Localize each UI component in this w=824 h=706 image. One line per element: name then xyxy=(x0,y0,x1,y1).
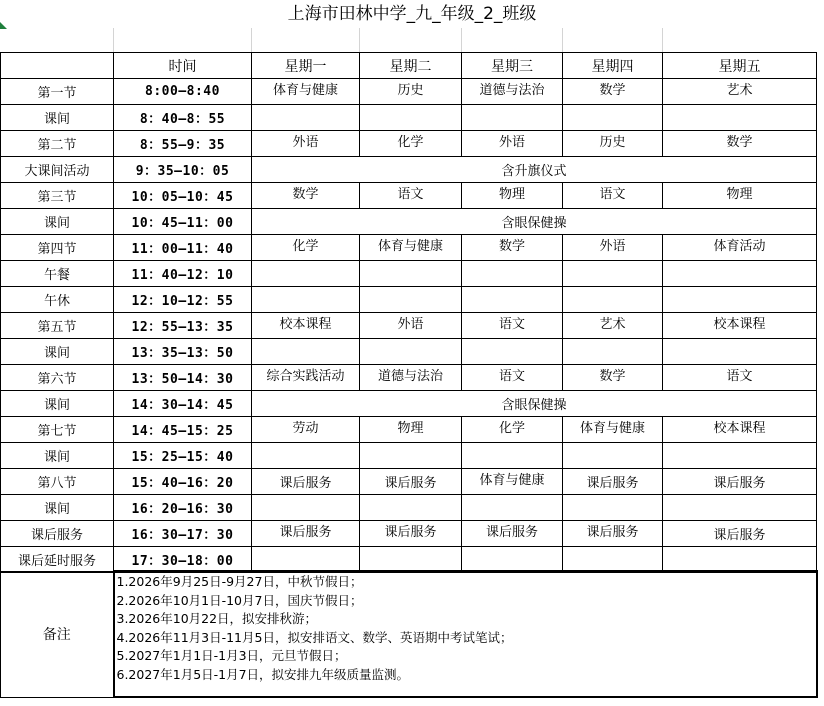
subject-cell[interactable] xyxy=(563,287,663,313)
schedule-row xyxy=(1,105,817,131)
period-name-cell[interactable]: 课后服务 xyxy=(1,521,114,547)
period-name-cell[interactable]: 第四节 xyxy=(1,235,114,261)
subject-cell[interactable]: 体育与健康 xyxy=(462,469,563,495)
subject-cell[interactable] xyxy=(252,339,360,365)
grid-line xyxy=(359,28,360,52)
subject-cell[interactable] xyxy=(563,495,663,521)
subject-cell[interactable]: 艺术 xyxy=(563,313,663,339)
subject-cell[interactable]: 数学 xyxy=(462,235,563,261)
period-time-cell[interactable]: 16：20—16：30 xyxy=(114,495,252,521)
subject-cell[interactable]: 外语 xyxy=(360,313,462,339)
schedule-row xyxy=(1,313,817,339)
subject-cell[interactable]: 校本课程 xyxy=(252,313,360,339)
period-name-cell[interactable]: 午休 xyxy=(1,287,114,313)
note-line: 4.2026年11月3日-11月5日，拟安排语文、数学、英语期中考试笔试； xyxy=(116,629,513,645)
subject-cell[interactable]: 校本课程 xyxy=(663,417,817,443)
notes-content[interactable] xyxy=(114,571,817,697)
grid-line xyxy=(562,28,563,52)
subject-cell[interactable] xyxy=(563,443,663,469)
period-time-cell[interactable]: 14：30—14：45 xyxy=(114,391,252,417)
subject-cell[interactable] xyxy=(663,105,817,131)
subject-cell[interactable] xyxy=(360,495,462,521)
subject-cell[interactable] xyxy=(360,547,462,573)
subject-cell[interactable]: 课后服务 xyxy=(252,469,360,495)
period-time-cell[interactable]: 15：25—15：40 xyxy=(114,443,252,469)
subject-cell[interactable]: 数学 xyxy=(563,365,663,391)
subject-cell[interactable]: 体育与健康 xyxy=(252,79,360,105)
grid-line xyxy=(461,28,462,52)
schedule-row xyxy=(1,261,817,287)
subject-cell[interactable]: 物理 xyxy=(462,183,563,209)
period-name-cell[interactable]: 第二节 xyxy=(1,131,114,157)
merged-activity-cell[interactable]: 含眼保健操 xyxy=(252,209,817,235)
header-corner-cell[interactable] xyxy=(1,53,114,79)
period-name-cell[interactable]: 课间 xyxy=(1,105,114,131)
subject-cell[interactable]: 综合实践活动 xyxy=(252,365,360,391)
subject-cell[interactable]: 物理 xyxy=(360,417,462,443)
period-time-cell[interactable]: 13：50—14：30 xyxy=(114,365,252,391)
period-time-cell[interactable]: 17：30—18：00 xyxy=(114,547,252,573)
period-time-cell[interactable]: 8:00—8:40 xyxy=(114,79,252,105)
period-name-cell[interactable]: 第七节 xyxy=(1,417,114,443)
period-name-cell[interactable]: 课后延时服务 xyxy=(1,547,114,573)
period-name-cell[interactable]: 第三节 xyxy=(1,183,114,209)
header-day[interactable]: 星期三 xyxy=(462,53,563,79)
subject-cell[interactable] xyxy=(663,287,817,313)
subject-cell[interactable]: 化学 xyxy=(462,417,563,443)
schedule-row xyxy=(1,157,817,183)
subject-cell[interactable] xyxy=(663,261,817,287)
subject-cell[interactable] xyxy=(563,261,663,287)
subject-cell[interactable]: 语文 xyxy=(462,313,563,339)
subject-cell[interactable]: 课后服务 xyxy=(563,469,663,495)
subject-cell[interactable]: 数学 xyxy=(663,131,817,157)
subject-cell[interactable]: 历史 xyxy=(563,131,663,157)
header-time[interactable]: 时间 xyxy=(114,53,252,79)
schedule-row xyxy=(1,131,817,157)
schedule-row xyxy=(1,417,817,443)
subject-cell[interactable] xyxy=(360,443,462,469)
subject-cell[interactable] xyxy=(360,105,462,131)
subject-cell[interactable] xyxy=(462,547,563,573)
subject-cell[interactable]: 化学 xyxy=(360,131,462,157)
subject-cell[interactable]: 艺术 xyxy=(663,79,817,105)
schedule-row xyxy=(1,79,817,105)
subject-cell[interactable]: 课后服务 xyxy=(360,521,462,547)
period-time-cell[interactable]: 10：05—10：45 xyxy=(114,183,252,209)
merged-activity-cell[interactable]: 含升旗仪式 xyxy=(252,157,817,183)
grid-line xyxy=(251,28,252,52)
schedule-row xyxy=(1,495,817,521)
subject-cell[interactable] xyxy=(252,105,360,131)
note-line: 6.2027年1月5日-1月7日，拟安排九年级质量监测。 xyxy=(116,666,410,682)
subject-cell[interactable] xyxy=(462,105,563,131)
period-time-cell[interactable]: 12：10—12：55 xyxy=(114,287,252,313)
subject-cell[interactable] xyxy=(360,287,462,313)
schedule-row xyxy=(1,443,817,469)
period-time-cell[interactable]: 10：45—11：00 xyxy=(114,209,252,235)
note-line: 5.2027年1月1日-1月3日，元旦节假日； xyxy=(116,648,347,664)
subject-cell[interactable]: 体育与健康 xyxy=(360,235,462,261)
header-day[interactable]: 星期四 xyxy=(563,53,663,79)
header-day[interactable]: 星期五 xyxy=(663,53,817,79)
subject-cell[interactable]: 体育与健康 xyxy=(563,417,663,443)
schedule-row xyxy=(1,183,817,209)
spreadsheet-empty-row xyxy=(0,28,816,52)
subject-cell[interactable]: 语文 xyxy=(462,365,563,391)
notes-table xyxy=(0,570,818,698)
subject-cell[interactable] xyxy=(462,339,563,365)
subject-cell[interactable]: 课后服务 xyxy=(663,521,817,547)
subject-cell[interactable]: 外语 xyxy=(252,131,360,157)
grid-line xyxy=(113,28,114,52)
subject-cell[interactable] xyxy=(462,287,563,313)
page-title: 上海市田林中学_九_年级_2_班级 xyxy=(287,4,537,24)
schedule-row xyxy=(1,287,817,313)
subject-cell[interactable] xyxy=(252,547,360,573)
schedule-row xyxy=(1,521,817,547)
period-name-cell[interactable]: 第一节 xyxy=(1,79,114,105)
schedule-row xyxy=(1,391,817,417)
subject-cell[interactable]: 道德与法治 xyxy=(360,365,462,391)
subject-cell[interactable]: 课后服务 xyxy=(563,521,663,547)
period-time-cell[interactable]: 8：55—9：35 xyxy=(114,131,252,157)
schedule-row xyxy=(1,547,817,573)
subject-cell[interactable] xyxy=(663,339,817,365)
subject-cell[interactable]: 数学 xyxy=(563,79,663,105)
subject-cell[interactable]: 课后服务 xyxy=(360,469,462,495)
notes-label[interactable]: 备注 xyxy=(1,571,114,697)
subject-cell[interactable] xyxy=(360,261,462,287)
schedule-row xyxy=(1,339,817,365)
period-time-cell[interactable]: 9：35—10：05 xyxy=(114,157,252,183)
subject-cell[interactable] xyxy=(663,443,817,469)
period-name-cell[interactable]: 午餐 xyxy=(1,261,114,287)
header-day[interactable]: 星期二 xyxy=(360,53,462,79)
subject-cell[interactable]: 语文 xyxy=(563,183,663,209)
subject-cell[interactable] xyxy=(563,547,663,573)
subject-cell[interactable] xyxy=(462,495,563,521)
subject-cell[interactable] xyxy=(563,105,663,131)
period-name-cell[interactable]: 第八节 xyxy=(1,469,114,495)
period-name-cell[interactable]: 课间 xyxy=(1,443,114,469)
subject-cell[interactable] xyxy=(252,495,360,521)
schedule-row xyxy=(1,365,817,391)
subject-cell[interactable] xyxy=(462,261,563,287)
period-time-cell[interactable]: 16：30—17：30 xyxy=(114,521,252,547)
subject-cell[interactable]: 历史 xyxy=(360,79,462,105)
subject-cell[interactable] xyxy=(563,339,663,365)
period-name-cell[interactable]: 课间 xyxy=(1,495,114,521)
subject-cell[interactable]: 课后服务 xyxy=(462,521,563,547)
note-line: 1.2026年9月25日-9月27日，中秋节假日； xyxy=(116,574,363,589)
subject-cell[interactable]: 课后服务 xyxy=(252,521,360,547)
period-time-cell[interactable]: 11：00—11：40 xyxy=(114,235,252,261)
subject-cell[interactable] xyxy=(462,443,563,469)
subject-cell[interactable]: 劳动 xyxy=(252,417,360,443)
subject-cell[interactable]: 校本课程 xyxy=(663,313,817,339)
subject-cell[interactable] xyxy=(252,261,360,287)
subject-cell[interactable]: 化学 xyxy=(252,235,360,261)
note-line: 2.2026年10月1日-10月7日，国庆节假日； xyxy=(116,592,363,608)
subject-cell[interactable] xyxy=(663,495,817,521)
grid-line xyxy=(662,28,663,52)
schedule-table xyxy=(0,52,817,573)
period-time-cell[interactable]: 13：35—13：50 xyxy=(114,339,252,365)
period-name-cell[interactable]: 课间 xyxy=(1,339,114,365)
period-time-cell[interactable]: 12：55—13：35 xyxy=(114,313,252,339)
period-time-cell[interactable]: 11：40—12：10 xyxy=(114,261,252,287)
subject-cell[interactable] xyxy=(252,287,360,313)
subject-cell[interactable] xyxy=(360,339,462,365)
period-name-cell[interactable]: 第五节 xyxy=(1,313,114,339)
subject-cell[interactable]: 语文 xyxy=(360,183,462,209)
header-day[interactable]: 星期一 xyxy=(252,53,360,79)
period-name-cell[interactable]: 课间 xyxy=(1,391,114,417)
schedule-row xyxy=(1,209,817,235)
subject-cell[interactable]: 外语 xyxy=(563,235,663,261)
period-time-cell[interactable]: 8：40—8：55 xyxy=(114,105,252,131)
note-line: 3.2026年10月22日，拟安排秋游； xyxy=(116,611,318,627)
period-name-cell[interactable]: 课间 xyxy=(1,209,114,235)
subject-cell[interactable]: 体育活动 xyxy=(663,235,817,261)
subject-cell[interactable] xyxy=(252,443,360,469)
period-name-cell[interactable]: 第六节 xyxy=(1,365,114,391)
subject-cell[interactable]: 数学 xyxy=(252,183,360,209)
subject-cell[interactable]: 物理 xyxy=(663,183,817,209)
period-time-cell[interactable]: 14：45—15：25 xyxy=(114,417,252,443)
period-time-cell[interactable]: 15：40—16：20 xyxy=(114,469,252,495)
subject-cell[interactable] xyxy=(663,547,817,573)
subject-cell[interactable]: 课后服务 xyxy=(663,469,817,495)
merged-activity-cell[interactable]: 含眼保健操 xyxy=(252,391,817,417)
subject-cell[interactable]: 外语 xyxy=(462,131,563,157)
subject-cell[interactable]: 道德与法治 xyxy=(462,79,563,105)
schedule-row xyxy=(1,235,817,261)
subject-cell[interactable]: 语文 xyxy=(663,365,817,391)
period-name-cell[interactable]: 大课间活动 xyxy=(1,157,114,183)
header-row xyxy=(1,53,817,79)
schedule-row xyxy=(1,469,817,495)
